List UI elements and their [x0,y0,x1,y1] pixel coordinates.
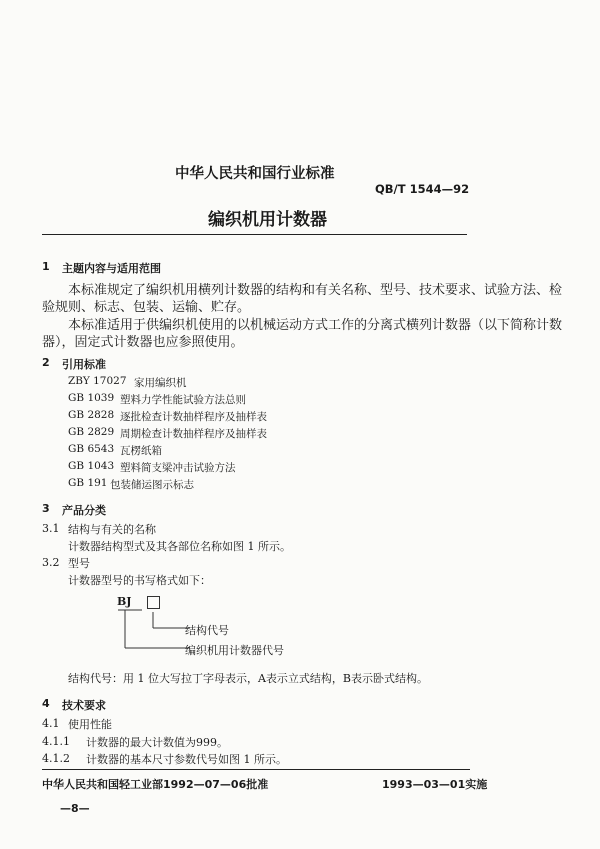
subsection-3-2-text: 计数器型号的书写格式如下： [68,574,211,587]
issuing-organization: 中华人民共和国行业标准 [175,166,335,182]
reference-title: 逐批检查计数抽样程序及抽样表 [120,411,267,423]
subsection-3-1-number: 3.1 [42,522,60,535]
structure-code-note: 结构代号：用 1 位大写拉丁字母表示，A表示立式结构，B表示卧式结构。 [68,672,429,685]
model-prefix: BJ [117,595,132,608]
subsection-4-1-1-number: 4.1.1 [42,735,70,748]
section-4-heading: 技术要求 [62,699,106,712]
reference-title: 家用编织机 [134,377,187,389]
reference-code: GB 191 [68,477,108,489]
reference-title: 塑料力学性能试验方法总则 [120,394,246,406]
subsection-3-2-number: 3.2 [42,556,60,569]
section-1-heading: 主题内容与适用范围 [62,262,161,275]
subsection-4-1-1-text: 计数器的最大计数值为999。 [86,736,228,749]
reference-title: 塑料简支梁冲击试验方法 [120,462,236,474]
document-title: 编织机用计数器 [208,210,327,230]
subsection-4-1-title: 使用性能 [68,718,112,731]
reference-title: 周期检查计数抽样程序及抽样表 [120,428,267,440]
section-3-heading: 产品分类 [62,504,106,517]
section-2-number: 2 [42,356,50,369]
subsection-4-1-number: 4.1 [42,717,60,730]
subsection-3-1-title: 结构与有关的名称 [68,523,156,536]
reference-code: GB 6543 [68,443,115,455]
model-leader-lines [115,608,190,656]
reference-title: 瓦楞纸箱 [120,445,162,457]
section-1-paragraph-2-line-1: 本标准适用于供编织机使用的以机械运动方式工作的分离式横列计数器（以下简称计数 [68,318,563,333]
title-rule [42,234,467,235]
product-code-label: 编织机用计数器代号 [185,644,284,657]
section-1-paragraph-2-line-2: 器），固定式计数器也应参照使用。 [42,335,244,350]
footer-rule [42,769,470,770]
section-1-paragraph-1-line-1: 本标准规定了编织机用横列计数器的结构和有关名称、型号、技术要求、试验方法、检 [68,283,563,298]
section-3-number: 3 [42,502,50,515]
section-1-paragraph-1-line-2: 验规则、标志、包装、运输、贮存。 [42,300,251,315]
subsection-3-1-text: 计数器结构型式及其各部位名称如图 1 所示。 [68,540,291,553]
effective-date: 1993—03—01实施 [382,778,488,791]
reference-code: GB 2828 [68,409,115,421]
reference-code: GB 1039 [68,392,115,404]
approval-statement: 中华人民共和国轻工业部1992—07—06批准 [42,778,269,791]
subsection-4-1-2-text: 计数器的基本尺寸参数代号如图 1 所示。 [86,753,287,766]
reference-code: GB 2829 [68,426,115,438]
structure-code-label: 结构代号 [185,624,229,637]
section-2-heading: 引用标准 [62,358,106,371]
standard-code: QB/T 1544—92 [375,182,470,196]
subsection-3-2-title: 型号 [68,557,90,570]
section-1-number: 1 [42,260,50,273]
subsection-4-1-2-number: 4.1.2 [42,752,70,765]
reference-title: 包装储运图示标志 [110,479,194,491]
reference-code: GB 1043 [68,460,115,472]
page-number: —8— [60,802,90,815]
reference-code: ZBY 17027 [68,375,127,387]
section-4-number: 4 [42,697,50,710]
